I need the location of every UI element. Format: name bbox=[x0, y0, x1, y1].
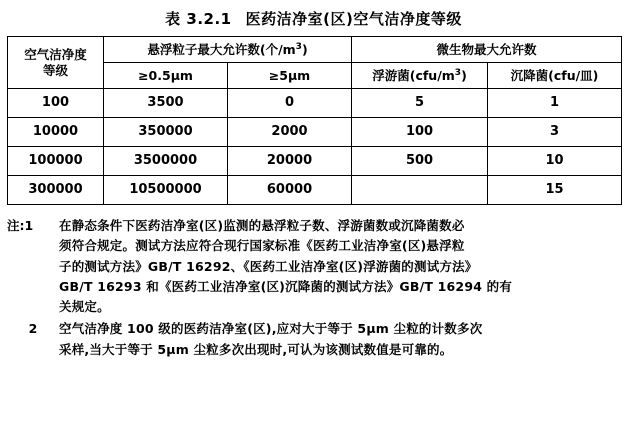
table-header-row-1 bbox=[8, 37, 622, 63]
header-microorganisms: 微生物最大允许数 bbox=[352, 37, 622, 63]
cell-particles-ge05: 10500000 bbox=[104, 176, 228, 205]
cell-floating-bacteria bbox=[352, 176, 488, 205]
cell-floating-bacteria: 500 bbox=[352, 147, 488, 176]
header-particles bbox=[104, 37, 352, 63]
cell-particles-ge5: 0 bbox=[228, 89, 352, 118]
header-floating-bacteria-tail: ) bbox=[461, 67, 467, 83]
table-title bbox=[0, 0, 627, 36]
cell-floating-bacteria: 5 bbox=[352, 89, 488, 118]
cell-settling-bacteria: 10 bbox=[488, 147, 622, 176]
cell-particles-ge05: 350000 bbox=[104, 118, 228, 147]
note-1-line-2: 须符合规定。测试方法应符合现行国家标准《医药工业洁净室(区)悬浮粒 bbox=[59, 238, 465, 254]
note-1-line-1: 在静态条件下医药洁净室(区)监测的悬浮粒子数、浮游菌数或沉降菌数必 bbox=[59, 218, 465, 233]
header-floating-bacteria-sup: 3 bbox=[454, 67, 462, 78]
note-2-line-1: 空气洁净度 100 级的医药洁净室(区),应对大于等于 5μm 尘粒的计数多次 bbox=[59, 321, 483, 337]
table-row bbox=[8, 176, 622, 205]
cell-grade: 100 bbox=[8, 89, 104, 118]
header-floating-bacteria-text: 浮游菌(cfu/m bbox=[372, 67, 455, 83]
note-label-1: 注:1 bbox=[7, 218, 34, 233]
header-particle-ge5: ≥5μm bbox=[228, 63, 352, 89]
cell-grade: 100000 bbox=[8, 147, 104, 176]
table-row bbox=[8, 118, 622, 147]
header-particles-tail: ) bbox=[301, 41, 308, 57]
cell-grade: 10000 bbox=[8, 118, 104, 147]
cell-settling-bacteria: 1 bbox=[488, 89, 622, 118]
table-title-text: 医药洁净室(区)空气洁净度等级 bbox=[245, 10, 462, 28]
note-2-line-2: 采样,当大于等于 5μm 尘粒多次出现时,可认为该测试数值是可靠的。 bbox=[59, 341, 453, 357]
note-1-line-5: 关规定。 bbox=[59, 299, 110, 314]
note-1-line-4: GB/T 16293 和《医药工业洁净室(区)沉降菌的测试方法》GB/T 16294 的有 bbox=[59, 278, 513, 294]
note-label-2: 2 bbox=[28, 321, 38, 337]
cell-grade: 300000 bbox=[8, 176, 104, 205]
cell-particles-ge05: 3500000 bbox=[104, 147, 228, 176]
note-item-1 bbox=[7, 216, 618, 317]
table-row bbox=[8, 147, 622, 176]
cleanliness-table bbox=[7, 36, 622, 205]
header-particles-sup: 3 bbox=[295, 41, 302, 52]
header-particle-ge05: ≥0.5μm bbox=[104, 63, 228, 89]
note-1-line-3: 子的测试方法》GB/T 16292、《医药工业洁净室(区)浮游菌的测试方法》 bbox=[59, 258, 478, 274]
table-title-number: 表 3.2.1 bbox=[165, 10, 232, 28]
cell-particles-ge05: 3500 bbox=[104, 89, 228, 118]
header-settling-bacteria: 沉降菌(cfu/皿) bbox=[488, 63, 622, 89]
cell-particles-ge5: 60000 bbox=[228, 176, 352, 205]
header-cleanliness-grade-line1: 空气洁净度 bbox=[24, 46, 87, 62]
note-item-2 bbox=[7, 319, 618, 360]
cell-particles-ge5: 2000 bbox=[228, 118, 352, 147]
cell-floating-bacteria: 100 bbox=[352, 118, 488, 147]
header-cleanliness-grade-line2: 等级 bbox=[42, 62, 68, 78]
note-text-1 bbox=[59, 216, 618, 317]
header-cleanliness-grade bbox=[8, 37, 104, 89]
table-row bbox=[8, 89, 622, 118]
cell-particles-ge5: 20000 bbox=[228, 147, 352, 176]
table-notes bbox=[0, 216, 627, 360]
note-text-2 bbox=[59, 319, 618, 360]
header-particles-text: 悬浮粒子最大允许数(个/m bbox=[147, 41, 296, 57]
cell-settling-bacteria: 15 bbox=[488, 176, 622, 205]
header-floating-bacteria bbox=[352, 63, 488, 89]
cell-settling-bacteria: 3 bbox=[488, 118, 622, 147]
